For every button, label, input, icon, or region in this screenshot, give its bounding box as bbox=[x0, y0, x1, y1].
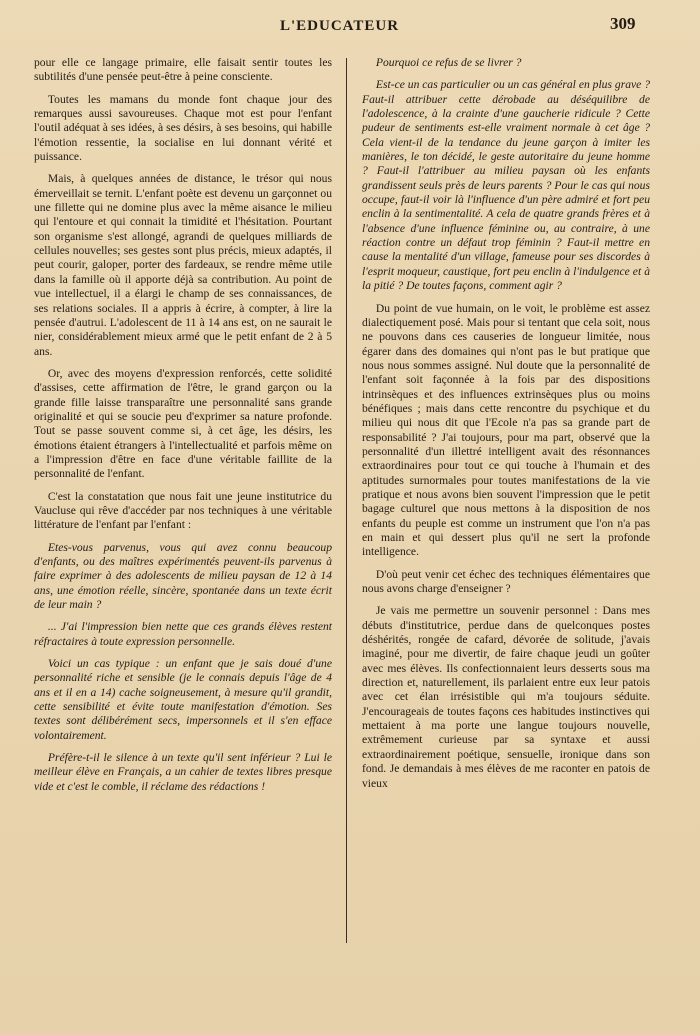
paragraph: Du point de vue humain, on le voit, le problème est assez dialectiquement posé. Mais pour si tentant que cela soit, nous ne pouvons dans ces causeries de longueur limitée, nous égarer dans des domaines qui n'ont pas le but pratique que nous nous sommes assigné. Nul doute que la personnalité de l'enfant soit façonnée à la fois par des dispositions intrinsèques et des influences extrinsèques plus ou moins bénéfiques ; mais dans cette rencontre du psychique et du milieu qui nous dit que l'Ecole n'a pas sa grande part de responsabilité ? J'ai toujours, pour ma part, observé que la personnalité d'un illettré intelligent avait des résonnances extraordinaires pour tout ce qui touche à l'humain et des aptitudes surnormales pour toutes manifestations de la vie pratique et nous avons bien souvent l'impression que le petit bagage culturel que nous mettons à la disposition de nos enfants du peuple est comme un instrument que l'on n'a pas en main et qui dessert plus qu'il ne sert la profonde intelligence. bbox=[362, 301, 650, 559]
left-column bbox=[34, 56, 332, 802]
paragraph: Or, avec des moyens d'expression renforcés, cette solidité d'assises, cette affirmation de l'être, le grand garçon ou la grande fille laisse transparaître une personnalité sans grande originalité et qui se soucie peu d'exprimer sa nature profonde. Tout se passe souvent comme si, à cet âge, les désirs, les émotions étaient étrangers à l'intellectualité et parfois même on a l'impression d'être en face d'une véritable faillite de la personnalité de l'enfant. bbox=[34, 366, 332, 481]
paragraph: Mais, à quelques années de distance, le trésor qui nous émerveillait se ternit. L'enfant poète est devenu un garçonnet ou une fillette qui ne domine plus avec la même aisance le milieu qui l'entoure et qui connait la timidité et l'hésitation. Pourtant son organisme s'est allongé, agrandi de quelques milliards de cellules nouvelles; ses gestes sont plus précis, mieux adaptés, il peut courir, galoper, porter des fardeaux, se rendre même utile dans la famille où il apporte déjà sa contribution. Au point de vue intellectuel, il a élargi le champ de ses connaissances, de ses relations sociales. Il a appris à écrire, à compter, à lire la pensée d'autrui. L'adolescent de 11 à 14 ans est, on ne saurait le nier, considérablement mieux armé que le petit enfant de 2 à 5 ans. bbox=[34, 172, 332, 358]
right-column bbox=[362, 56, 650, 799]
column-divider bbox=[346, 58, 347, 943]
quote-paragraph: Préfère-t-il le silence à un texte qu'il sent inférieur ? Lui le meilleur élève en Français, a un cahier de textes libres presque vide et c'est le comble, il réclame des rédactions ! bbox=[34, 751, 332, 793]
quote-paragraph: Pourquoi ce refus de se livrer ? bbox=[375, 56, 522, 69]
quote-paragraph: Voici un cas typique : un enfant que je sais doué d'une personnalité riche et sensible (je le connais depuis l'âge de 4 ans et il en a 14) cache soigneusement, à mesure qu'il grandit, cette sensibilité et évite toute manifestation d'émotion. Ses textes sont délibérément secs, impersonnels et il s'en efface volontairement. bbox=[34, 657, 332, 742]
quote-paragraph: ... J'ai l'impression bien nette que ces grands élèves restent réfractaires à toute expression personnelle. bbox=[34, 620, 332, 648]
page-number: 309 bbox=[610, 14, 636, 33]
quote-paragraph: Est-ce un cas particulier ou un cas général en plus grave ? Faut-il attribuer cette dérobade au déséquilibre de l'adolescence, à la crainte d'une gaucherie ridicule ? Cette pudeur de sentiments est-elle vraiment normale à cet âge ? Cela vient-il de la tendance du jeune garçon à imiter les manières, le ton décidé, le geste autoritaire du jeune homme ? Faut-il l'attribuer au milieu paysan où les enfants grandissent seuls près de leurs parents ? Pour le cas qui nous occupe, faut-il voir là l'influence d'un père admiré et fort peu enclin à la sentimentalité. A cela de quatre grands frères et à l'absence d'une influence féminine ou, au contraire, à une réaction contre un défaut trop féminin ? Faut-il mettre en cause la mentalité d'un village, fameuse pour ses discordes à l'esprit moqueur, caustique, fort peu enclin à l'indulgence et à la pitié ? De toutes façons, comment agir ? bbox=[362, 78, 650, 293]
paragraph: D'où peut venir cet échec des techniques élémentaires que nous avons charge d'enseigner ? bbox=[362, 567, 650, 596]
paragraph: C'est la constatation que nous fait une jeune institutrice du Vaucluse qui rêve d'accéder par nos techniques à une véritable littérature de l'enfant par l'enfant : bbox=[34, 489, 332, 532]
journal-title: L'EDUCATEUR bbox=[280, 18, 400, 34]
paragraph: Je vais me permettre un souvenir personnel : Dans mes débuts d'institutrice, perdue dans de quelconques postes déshérités, rongée de cafard, dévorée de solitude, j'avais imaginé, pour me divertir, de faire chaque jeudi un goûter avec mes élèves. Ils confectionnaient leurs desserts sous ma direction et, naturellement, ils parlaient entre eux leur patois avec cet élan irrésistible qui m'a toujours séduite. J'encourageais de toutes façons ces habitudes instinctives qui mettaient à ma porte une langue toujours nouvelle, extrêmement curieuse par sa syntaxe et aussi extraordinairement poétique, sensuelle, ironique dans son fond. Je demandais à mes élèves de me raconter en patois de vieux bbox=[362, 604, 650, 790]
paragraph: pour elle ce langage primaire, elle faisait sentir toutes les subtilités d'une pensée peut-être à peine consciente. bbox=[34, 56, 332, 84]
quote-paragraph: Etes-vous parvenus, vous qui avez connu beaucoup d'enfants, ou des maîtres expérimentés peuvent-ils parvenus à faire exprimer à des adolescents de milieu paysan de 12 à 14 ans, une émotion réelle, sincère, spontanée dans un texte écrit de leur main ? bbox=[34, 540, 332, 612]
page-header bbox=[0, 14, 700, 44]
paragraph: Toutes les mamans du monde font chaque jour des remarques aussi savoureuses. Chaque mot est pour l'enfant l'outil adéquat à ses idées, à ses désirs, à ses besoins, qui habille l'émotion ressentie, la socialise en lui donnant vérité et puissance. bbox=[34, 92, 332, 164]
